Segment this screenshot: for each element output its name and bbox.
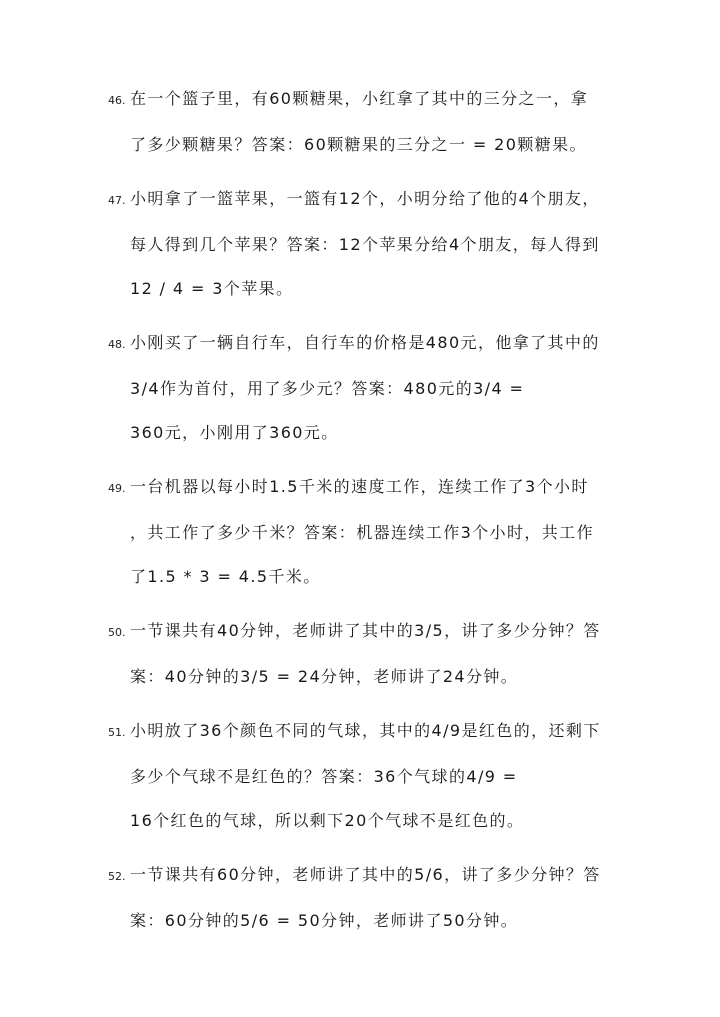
question-text-line: 了多少颗糖果？答案：60颗糖果的三分之一 = 20颗糖果。: [130, 135, 587, 154]
question-text-line: 每人得到几个苹果？答案：12个苹果分给4个朋友，每人得到: [130, 235, 600, 254]
question-number: 50.: [108, 626, 126, 639]
question-number: 49.: [108, 482, 126, 495]
question-text-line: 多少个气球不是红色的？答案：36个气球的4/9 =: [130, 767, 518, 786]
question-text-line: 一节课共有40分钟，老师讲了其中的3/5，讲了多少分钟？答: [130, 621, 601, 640]
question-number: 47.: [108, 194, 126, 207]
question-text-line: 12 / 4 = 3个苹果。: [130, 279, 294, 298]
question-text-line: 小明拿了一篮苹果，一篮有12个，小明分给了他的4个朋友，: [130, 189, 600, 208]
question-text-line: 一节课共有60分钟，老师讲了其中的5/6，讲了多少分钟？答: [130, 865, 601, 884]
question-text-line: ，共工作了多少千米？答案：机器连续工作3个小时，共工作: [130, 523, 594, 542]
question-text-line: 案：60分钟的5/6 = 50分钟，老师讲了50分钟。: [130, 911, 519, 930]
question-text-line: 了1.5 * 3 = 4.5千米。: [130, 567, 321, 586]
question-number: 46.: [108, 94, 126, 107]
question-text-line: 3/4作为首付，用了多少元？答案：480元的3/4 =: [130, 379, 525, 398]
question-text-line: 16个红色的气球，所以剩下20个气球不是红色的。: [130, 811, 525, 830]
question-number: 51.: [108, 726, 126, 739]
question-text-line: 小明放了36个颜色不同的气球，其中的4/9是红色的，还剩下: [130, 721, 601, 740]
question-text-line: 小刚买了一辆自行车，自行车的价格是480元，他拿了其中的: [130, 333, 600, 352]
question-number: 48.: [108, 338, 126, 351]
question-text-line: 360元，小刚用了360元。: [130, 423, 339, 442]
question-number: 52.: [108, 870, 126, 883]
question-text-line: 一台机器以每小时1.5千米的速度工作，连续工作了3个小时: [130, 477, 589, 496]
question-text-line: 在一个篮子里，有60颗糖果，小红拿了其中的三分之一，拿: [130, 89, 589, 108]
question-text-line: 案：40分钟的3/5 = 24分钟，老师讲了24分钟。: [130, 667, 519, 686]
